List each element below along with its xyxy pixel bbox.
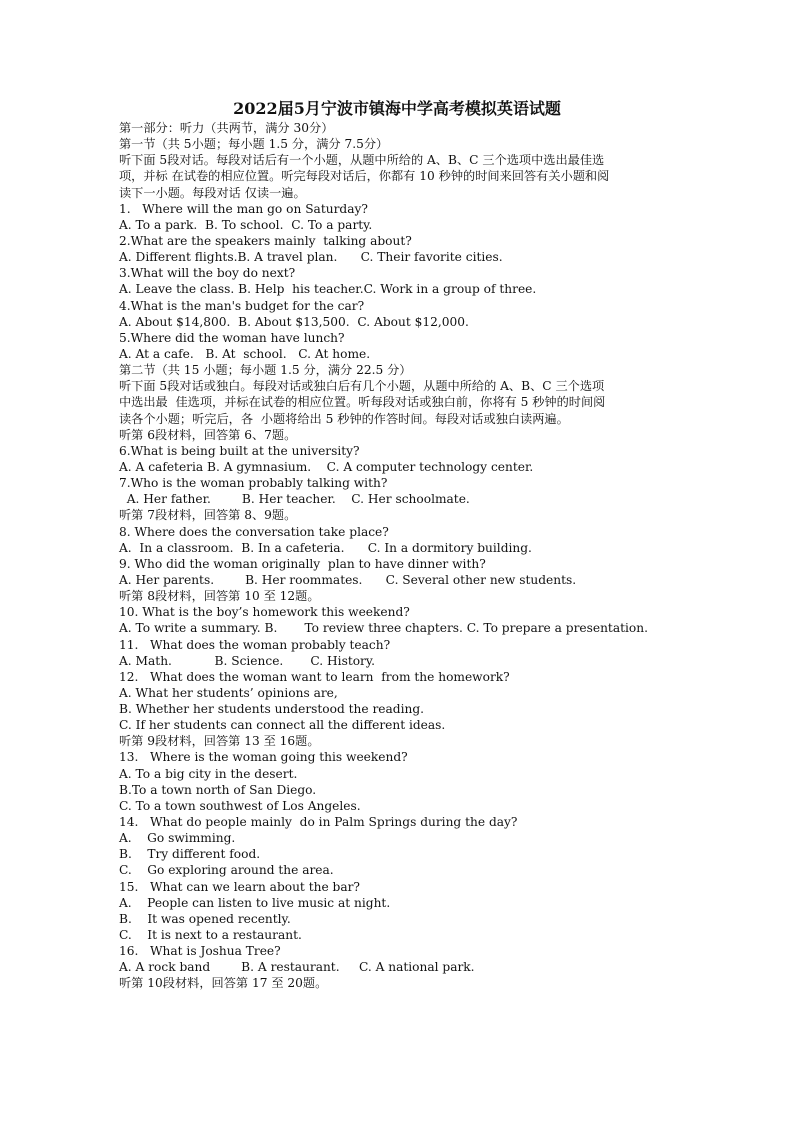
text-line: 听第 8段材料，回答第 10 至 12题。	[119, 589, 320, 604]
text-line: 听第 10段材料，回答第 17 至 20题。	[119, 976, 328, 991]
text-line: 听下面 5段对话。每段对话后有一个小题，从题中所给的 A、B、C 三个选项中选出最佳选	[119, 153, 605, 168]
text-line: 听第 9段材料，回答第 13 至 16题。	[119, 734, 320, 749]
text-line: 10. What is the boy’s homework this weekend?	[119, 605, 410, 620]
text-line: 9. Who did the woman originally plan to have dinner with?	[119, 556, 486, 571]
text-line: 3.What will the boy do next?	[119, 266, 296, 281]
exam-body	[119, 120, 679, 992]
text-line: 第一部分：听力（共两节，满分 30分）	[119, 121, 334, 135]
page-title: 2022届5月宁波市镇海中学高考模拟英语试题	[233, 99, 561, 118]
text-line: A. Math. B. Science. C. History.	[119, 653, 376, 668]
text-line: A. To a park. B. To school. C. To a party.	[119, 217, 373, 232]
text-line: B. It was opened recently.	[119, 911, 291, 926]
text-line: 13. Where is the woman going this weekend?	[119, 750, 408, 765]
text-line: 16. What is Joshua Tree?	[119, 944, 281, 959]
text-line: 4.What is the man's budget for the car?	[119, 298, 365, 313]
text-line: B. Whether her students understood the reading.	[119, 702, 425, 717]
text-line: A. A cafeteria B. A gymnasium. C. A computer technology center.	[119, 459, 534, 474]
text-line: 15. What can we learn about the bar?	[119, 879, 360, 894]
text-line: 2.What are the speakers mainly talking about?	[119, 233, 412, 248]
text-line: A. People can listen to live music at night.	[119, 895, 391, 910]
text-line: 听第 6段材料，回答第 6、7题。	[119, 427, 297, 442]
text-line: 5.Where did the woman have lunch?	[119, 330, 345, 345]
text-line: 项，并标 在试卷的相应位置。听完每段对话后，你都有 10 秒钟的时间来回答有关小题和阅	[119, 169, 610, 184]
text-line: B. Try different food.	[119, 847, 261, 862]
text-line: 听第 7段材料，回答第 8、9题。	[119, 508, 297, 523]
text-line: C. To a town southwest of Los Angeles.	[119, 798, 361, 813]
text-line: C. It is next to a restaurant.	[119, 928, 302, 943]
text-line: A. Her parents. B. Her roommates. C. Several other new students.	[119, 572, 577, 587]
text-line: A. What her students’ opinions are,	[119, 685, 338, 700]
text-line: 1. Where will the man go on Saturday?	[119, 201, 368, 216]
text-line: 6.What is being built at the university?	[119, 443, 360, 458]
text-line: C. If her students can connect all the different ideas.	[119, 718, 446, 733]
text-line: 7.Who is the woman probably talking with?	[119, 476, 388, 491]
text-line: A. In a classroom. B. In a cafeteria. C. In a dormitory building.	[119, 540, 532, 555]
text-line: 第二节（共 15 小题；每小题 1.5 分，满分 22.5 分）	[119, 363, 412, 378]
text-line: A. To write a summary. B. To review three chapters. C. To prepare a presentation.	[119, 621, 648, 636]
text-line: 读下一小题。每段对话 仅读一遍。	[119, 185, 306, 200]
text-line: 第一节（共 5小题；每小题 1.5 分，满分 7.5分）	[119, 137, 389, 152]
text-line: C. Go exploring around the area.	[119, 863, 334, 878]
text-line: A. Go swimming.	[119, 831, 236, 846]
text-line: A. To a big city in the desert.	[119, 766, 298, 781]
text-line: 12. What does the woman want to learn from the homework?	[119, 669, 510, 684]
text-line: A. Her father. B. Her teacher. C. Her schoolmate.	[119, 492, 470, 507]
text-line: A. About $14,800. B. About $13,500. C. About $12,000.	[119, 314, 469, 329]
text-line: 听下面 5段对话或独白。每段对话或独白后有几个小题，从题中所给的 A、B、C 三个选项	[119, 379, 605, 394]
text-line: A. Leave the class. B. Help his teacher.C. Work in a group of three.	[119, 282, 537, 297]
text-line: A. A rock band B. A restaurant. C. A national park.	[119, 960, 475, 975]
text-line: 14. What do people mainly do in Palm Springs during the day?	[119, 815, 518, 830]
text-line: B.To a town north of San Diego.	[119, 782, 317, 797]
text-line: A. At a cafe. B. At school. C. At home.	[119, 346, 371, 361]
text-line: 11. What does the woman probably teach?	[119, 637, 391, 652]
text-line: 读各个小题；听完后，各 小题将给出 5 秒钟的作答时间。每段对话或独白读两遍。	[119, 411, 569, 426]
text-line: 8. Where does the conversation take place?	[119, 524, 389, 539]
text-line: A. Different flights.B. A travel plan. C. Their favorite cities.	[119, 250, 503, 265]
text-line: 中选出最 佳选项，并标在试卷的相应位置。听每段对话或独白前，你将有 5 秒钟的时间阅	[119, 395, 606, 410]
